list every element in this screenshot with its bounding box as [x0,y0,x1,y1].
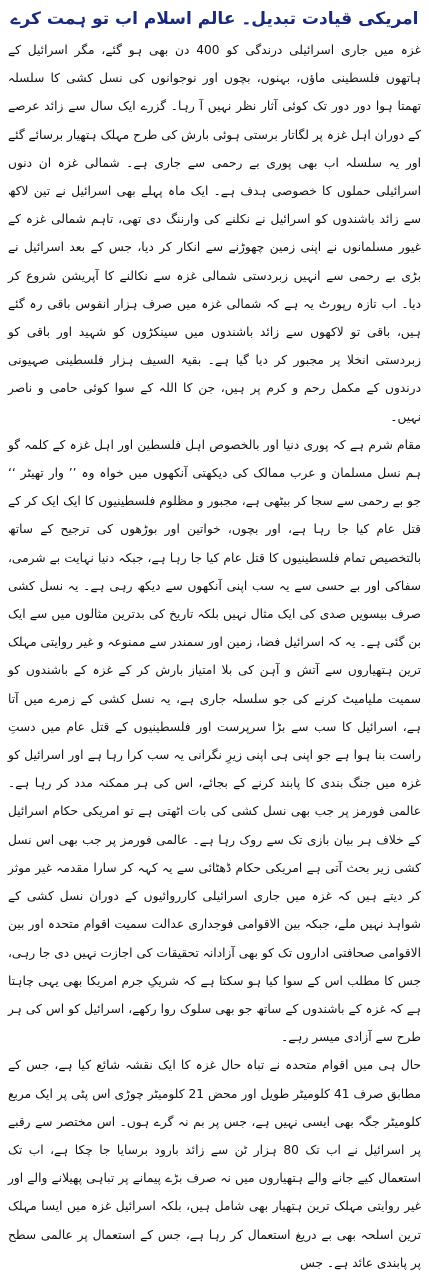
article-paragraph-2: مقام شرم ہے کہ پوری دنیا اور بالخصوص اہل فلسطین اور اہل غزہ کے کلمہ گو ہم نسل مسلمان و عرب ممالک کی دیکھتی آنکھوں میں خواہ وہ ’’ وار تھیٹر ‘‘ جو بے رحمی سے سجا کر بیٹھی ہے، مجبور و مظلوم فلسطینیوں کا ایک ایک کر کے قتل عام کیا جا رہا ہے، اور بچوں، خواتین اور بوڑھوں کی ترجیح کے ساتھ بالتخصیص تمام فلسطینیوں کا قتل عام کیا جا رہا ہے، جبکہ دنیا نہایت بے شرمی، سفاکی اور بے حسی سے یہ سب اپنی آنکھوں سے دیکھ رہی ہے۔ یہ نسل کشی صرف بیسویں صدی کی ایک مثال نہیں بلکہ تاریخ کی بدترین مثالوں میں سے ایک بن گئی ہے۔ یہ کہ اسرائیل فضا، زمین اور سمندر سے ممنوعہ و غیر روایتی مہلک ترین ہتھیاروں سے آتش و آہن کی بلا امتیاز بارش کر کے غزہ کے باشندوں کو سمیت ملیامیٹ کرنے کی جو سلسلہ جاری ہے، یہ نسل کشی کے زمرے میں آتا ہے، اسرائیل کا سب سے بڑا سرپرست اور فلسطینیوں کے قتل عام میں دستِ راست بنا ہوا ہے جو اپنی ہی اپنی زیرِ نگرانی یہ سب کرا رہا ہے اور اسرائیل کو غزہ میں جنگ بندی کا پابند کرنے کے بجائے، اس کی ہر ممکنہ مدد کر رہا ہے۔ عالمی فورمز پر جب بھی نسل کشی کی بات اٹھتی ہے تو امریکی حکام اسرائیل کے خلاف ہر بیان بازی تک سے روک رہا ہے۔ عالمی فورمز پر جب بھی اس نسل کشی زیر بحث آتی ہے امریکی حکام ڈھٹائی سے یہ کہہ کر سارا مقدمہ غیر موثر کر دیتے ہیں کہ غزہ میں جاری اسرائیلی کارروائیوں کے دوران نسل کشی کے شواہد نہیں ملے، جبکہ بین الاقوامی فوجداری عدالت سمیت اقوام متحدہ اور بین الاقوامی صحافتی اداروں تک کو بھی آزادانہ تحقیقات کی اجازت نہیں دی جا رہی، جس کا مطلب اس کے سوا کیا ہو سکتا ہے کہ شریکِ جرم امریکا بھی یہی چاہتا ہے کہ غزہ کے باشندوں کے ساتھ جو بھی سلوک روا رکھے، اسرائیل کو اس کی ہر طرح سے آزادی میسر رہے۔ [8,437,421,1045]
article-title: امریکی قیادت تبدیل۔ عالم اسلام اب تو ہمت کرے [10,9,419,29]
article-paragraph-3: حال ہی میں اقوام متحدہ نے تباہ حال غزہ کا ایک نقشہ شائع کیا ہے، جس کے مطابق صرف 41 کلومیٹر طویل اور محض 21 کلومیٹر چوڑی اس پٹی پر ایک مربع کلومیٹر جگہ بھی ایسی نہیں ہے، جس پر بم نہ گرے ہوں۔ اس مختصر سے رقبے پر اسرائیل نے اب تک 80 ہزار ٹن سے زائد بارود برسایا جا چکا ہے، اب تک استعمال کیے جانے والے ہتھیاروں میں نہ صرف بڑے پیمانے پر تباہی پھیلانے والے اور غیر روایتی مہلک ترین ہتھیار بھی شامل ہیں، بلکہ اسرائیل غزہ میں ایسا مہلک ترین اسلحہ بھی بے دریغ استعمال کر رہا ہے، جس کے استعمال پر عالمی سطح پر پابندی عائد ہے۔ جس [8,1058,421,1270]
article-paragraph-1: غزہ میں جاری اسرائیلی درندگی کو 400 دن بھی ہو گئے، مگر اسرائیل کے ہاتھوں فلسطینی ماؤں، بہنوں، بچوں اور نوجوانوں کی نسل کشی کا سلسلہ تھمتا ہوا دور دور تک کوئی آثار نظر نہیں آ رہا۔ گزرے ایک سال سے زائد عرصے کے دوران اہل غزہ پر لگاتار برستی ہوئی بارش کی طرح مہلک ہتھیار برسائے گئے اور یہ سلسلہ اب بھی پوری بے رحمی سے جاری ہے۔ شمالی غزہ ان دنوں اسرائیلی حملوں کا خصوصی ہدف ہے۔ ایک ماہ پہلے بھی اسرائیل نے تین لاکھ سے زائد باشندوں کو اسرائیل نے نکلنے کی وارننگ دی تھی، تاہم شمالی غزہ کے غیور مسلمانوں نے اپنی زمین چھوڑنے سے انکار کر دیا، جس کے بعد اسرائیل نے بڑی بے رحمی سے انہیں زبردستی شمالی غزہ سے نکالنے کا آپریشن شروع کر دیا۔ اب تازہ رپورٹ یہ ہے کہ شمالی غزہ میں صرف ہزار انفوس باقی رہ گئے ہیں، باقی تو لاکھوں سے زائد باشندوں میں سینکڑوں کو شہید اور باقی کو زبردستی انخلا پر مجبور کر دیا گیا ہے۔ بقیۃ السیف ہزار فلسطینی صہیونی درندوں کے مکمل رحم و کرم پر ہیں، جن کا اللہ کے سوا کوئی حامی و ناصر نہیں۔ [8,43,421,424]
